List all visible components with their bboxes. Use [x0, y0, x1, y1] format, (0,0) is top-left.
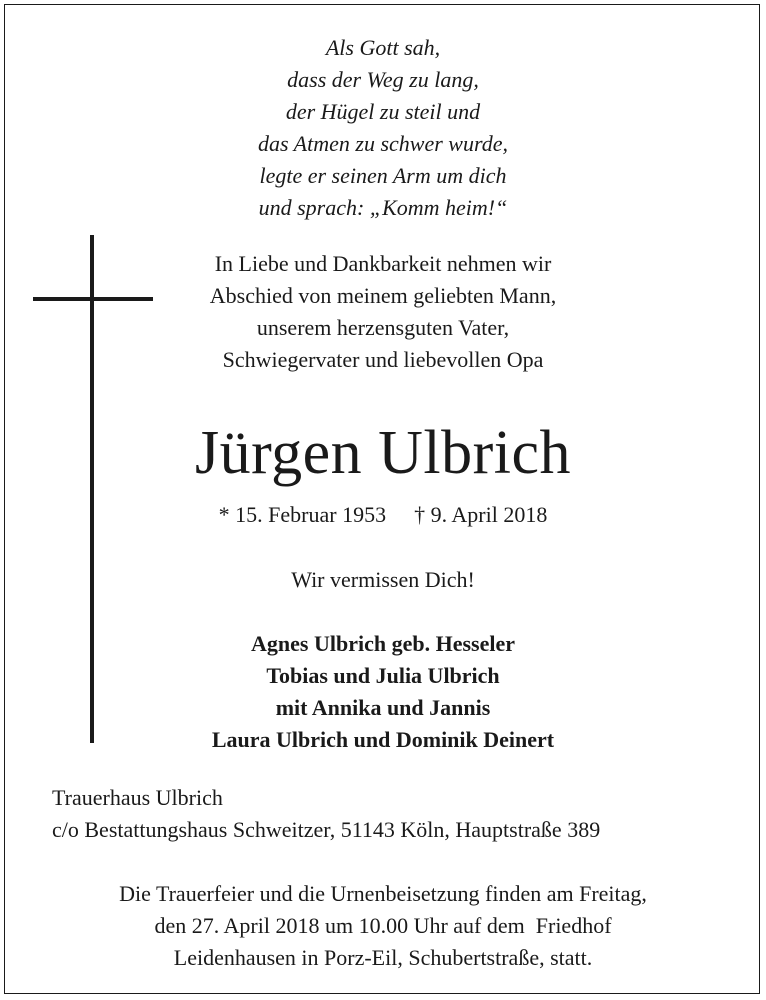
birth-date: * 15. Februar 1953 — [218, 502, 387, 527]
farewell-line: Abschied von meinem geliebten Mann, — [209, 283, 557, 308]
mourner-line: Tobias und Julia Ulbrich — [266, 663, 500, 688]
poem-line: und sprach: „Komm heim!“ — [258, 195, 508, 220]
life-dates — [0, 499, 766, 531]
farewell-line: unserem herzensguten Vater, — [256, 315, 510, 340]
death-date: † 9. April 2018 — [414, 502, 548, 527]
deceased-name: Jürgen Ulbrich — [194, 419, 572, 487]
poem-line: Als Gott sah, — [325, 35, 441, 60]
poem-line: dass der Weg zu lang, — [287, 67, 479, 92]
mourners-list — [0, 628, 766, 756]
ceremony-line: Leidenhausen in Porz-Eil, Schubertstraße, statt. — [173, 945, 593, 970]
mourner-line: Laura Ulbrich und Dominik Deinert — [211, 727, 555, 752]
address-line: c/o Bestattungshaus Schweitzer, 51143 Köln, Hauptstraße 389 — [52, 817, 601, 842]
farewell-text — [160, 248, 606, 376]
mourner-line: Agnes Ulbrich geb. Hesseler — [251, 631, 515, 656]
address-line: Trauerhaus Ulbrich — [52, 785, 223, 810]
cross-horizontal-bar — [33, 297, 153, 301]
poem-line: legte er seinen Arm um dich — [259, 163, 507, 188]
poem — [0, 32, 766, 224]
mourner-line: mit Annika und Jannis — [275, 695, 491, 720]
poem-line: der Hügel zu steil und — [285, 99, 481, 124]
poem-line: das Atmen zu schwer wurde, — [258, 131, 508, 156]
ceremony-info — [0, 878, 766, 974]
mourning-address — [52, 782, 752, 846]
ceremony-line: den 27. April 2018 um 10.00 Uhr auf dem Friedhof — [154, 913, 612, 938]
ceremony-line: Die Trauerfeier und die Urnenbeisetzung finden am Freitag, — [119, 881, 647, 906]
farewell-line: In Liebe und Dankbarkeit nehmen wir — [214, 251, 552, 276]
remembrance-message: Wir vermissen Dich! — [291, 567, 475, 592]
farewell-line: Schwiegervater und liebevollen Opa — [222, 347, 544, 372]
